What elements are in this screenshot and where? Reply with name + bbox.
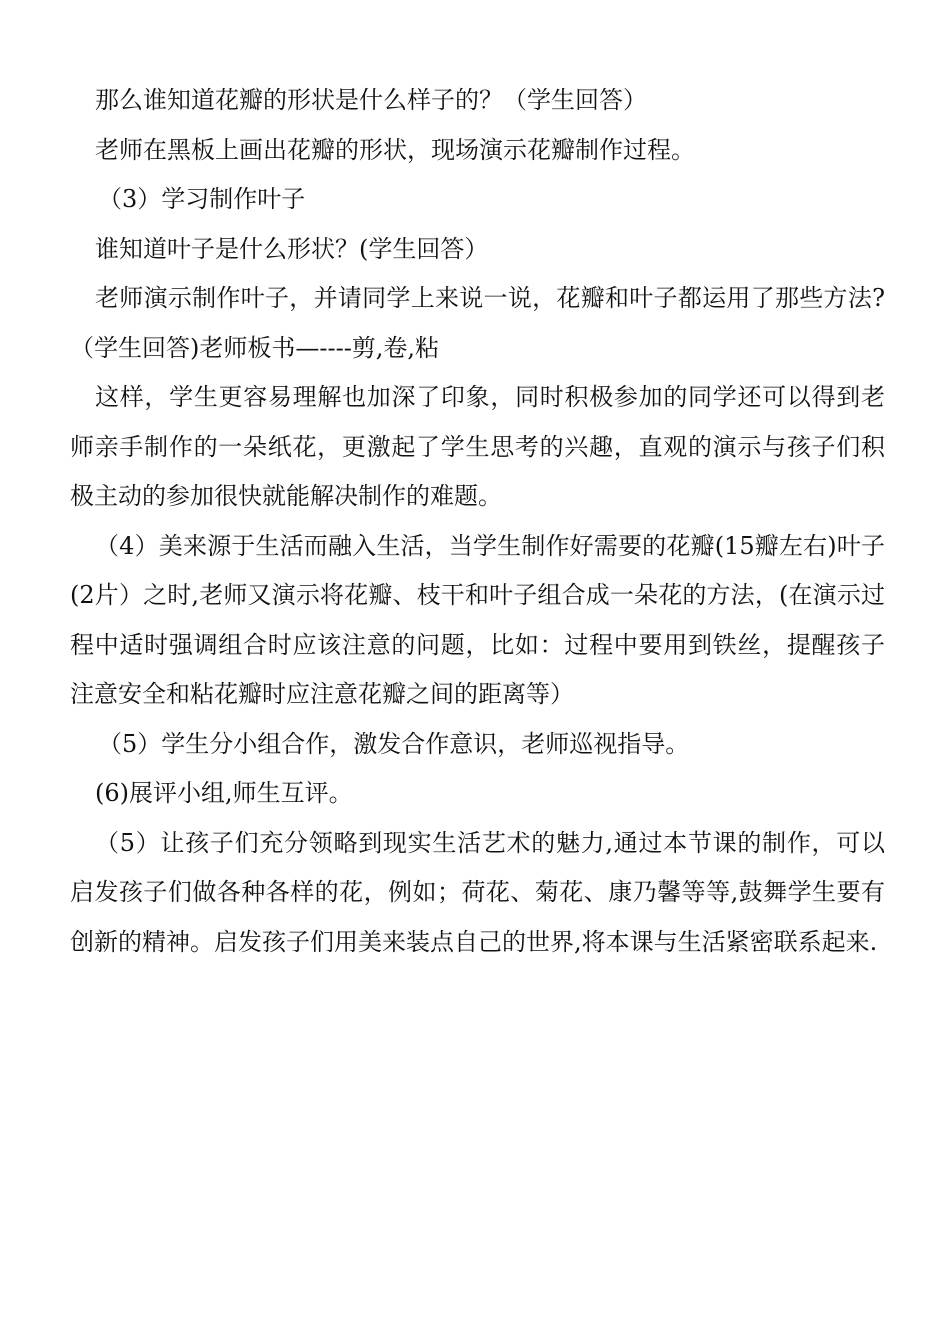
paragraph-step-3-heading: （3）学习制作叶子 <box>98 185 306 213</box>
paragraph-step-5-group-work: （5）学生分小组合作，激发合作意识，老师巡视指导。 <box>98 729 690 758</box>
paragraph-petal-shape-question: 那么谁知道花瓣的形状是什么样子的？（学生回答） <box>95 86 647 114</box>
document-body <box>70 76 885 967</box>
paragraph-petal-demo: 老师在黑板上画出花瓣的形状，现场演示花瓣制作过程。 <box>95 135 695 164</box>
paragraph-step-5-appreciation: （5）让孩子们充分领略到现实生活艺术的魅力,通过本节课的制作，可以启发孩子们做各种各样的花，例如；荷花、菊花、康乃馨等等,鼓舞学生要有创新的精神。启发孩子们用美来装点自己的世界,将本课与生活紧密联系起来. <box>70 828 885 956</box>
paragraph-step-4-assembly: （4）美来源于生活而融入生活，当学生制作好需要的花瓣(15瓣左右)叶子(2片）之时,老师又演示将花瓣、枝干和叶子组合成一朵花的方法，(在演示过程中适时强调组合时应该注意的问题，比如：过程中要用到铁丝，提醒孩子注意安全和粘花瓣时应注意花瓣之间的距离等） <box>70 531 885 708</box>
paragraph-leaf-shape-question: 谁知道叶子是什么形状？(学生回答） <box>95 234 489 263</box>
paragraph-step-6-review: (6)展评小组,师生互评。 <box>95 779 353 807</box>
paragraph-leaf-demo: 老师演示制作叶子，并请同学上来说一说，花瓣和叶子都运用了那些方法?（学生回答)老师板书—----剪,卷,粘 <box>70 284 885 362</box>
paragraph-understanding: 这样，学生更容易理解也加深了印象，同时积极参加的同学还可以得到老师亲手制作的一朵纸花，更激起了学生思考的兴趣，直观的演示与孩子们积极主动的参加很快就能解决制作的难题。 <box>70 383 885 510</box>
